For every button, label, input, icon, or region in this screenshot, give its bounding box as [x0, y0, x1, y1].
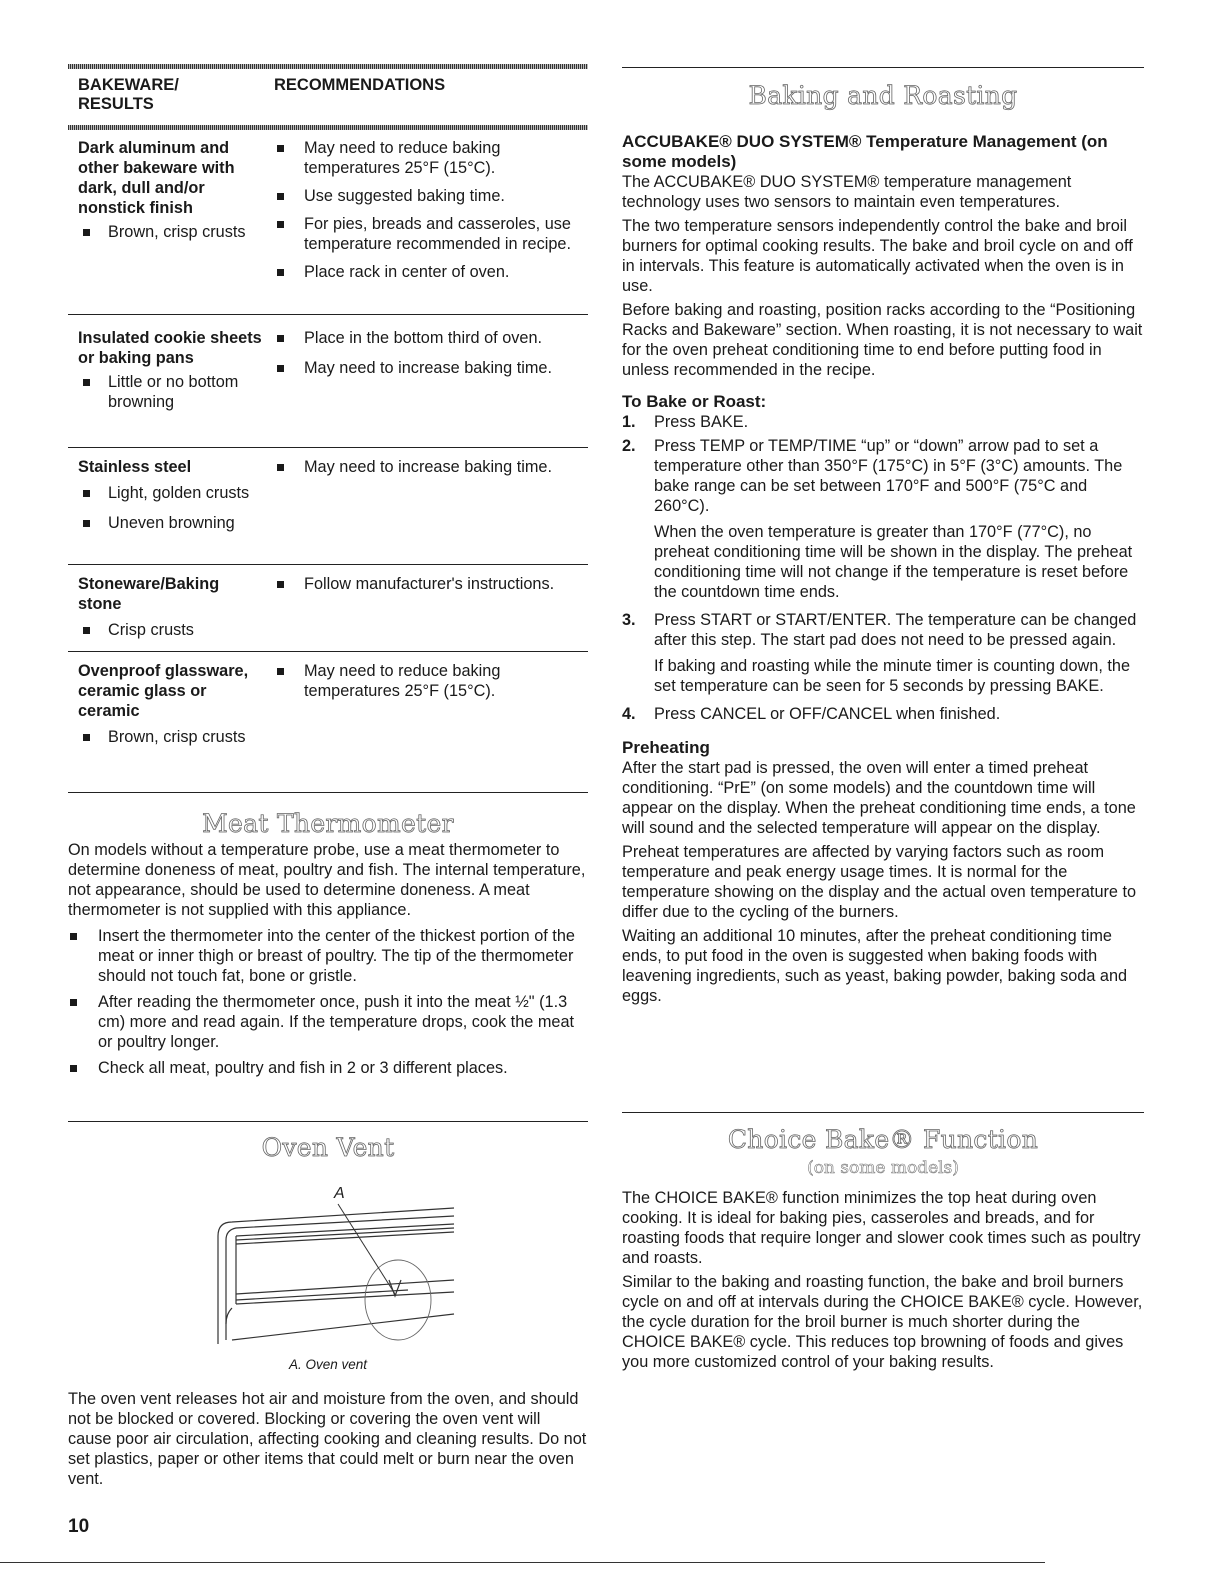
preheating-paragraph: Waiting an additional 10 minutes, after the preheat conditioning time ends, to put food in the oven is suggested when baking foods with leavening ingredients, such as yeast, baking powder, baking soda and eggs.: [622, 927, 1128, 1005]
choice-bake-subtitle: (on some models): [807, 1158, 959, 1178]
preheating-paragraph: After the start pad is pressed, the oven will enter a timed preheat conditioning. “PrE” (on some models) and the countdown time will appear on the display. When the preheat conditioning time ends, a tone will sound and the selected temperature will appear on the display.: [622, 759, 1136, 837]
steps-heading: To Bake or Roast:: [622, 392, 767, 411]
step-item: [622, 412, 1144, 432]
table-row: [68, 661, 588, 793]
recommendation-item: May need to increase baking time.: [264, 358, 588, 378]
table-top-rule: [68, 64, 588, 69]
meat-thermometer-section: [68, 810, 588, 1078]
recommendation-item: Follow manufacturer's instructions.: [264, 574, 588, 594]
step-number: 3.: [622, 611, 636, 629]
choice-bake-title: Choice Bake® Function: [727, 1125, 1039, 1154]
step-item: [622, 610, 1144, 696]
table-row: [68, 138, 588, 315]
step-subtext: When the oven temperature is greater than 170°F (77°C), no preheat conditioning time will be shown in the display. The preheat conditioning time will not change if the temperature is reset before the countdown time ends.: [654, 523, 1133, 601]
accubake-paragraph: The two temperature sensors independently control the bake and broil burners for optimal cooking results. The bake and broil cycle on and off in intervals. This feature is automatically activated when the oven is in use.: [622, 217, 1133, 295]
oven-vent-caption: A. Oven vent: [288, 1357, 368, 1372]
meat-intro: On models without a temperature probe, use a meat thermometer to determine doneness of meat, poultry and fish. The internal temperature, not appearance, should be used to determine doneness. A meat thermometer is not supplied with this appliance.: [68, 841, 586, 919]
result-item: Brown, crisp crusts: [78, 727, 263, 747]
accubake-heading: ACCUBAKE® DUO SYSTEM® Temperature Management (on some models): [622, 132, 1108, 171]
baking-section: [622, 82, 1144, 1010]
oven-vent-body: The oven vent releases hot air and moisture from the oven, and should not be blocked or covered. Blocking or covering the oven vent will cause poor air circulation, affecting cooking and cleaning results. Do not set plastics, paper or other items that could melt or burn near the oven vent.: [68, 1390, 587, 1488]
result-item: Brown, crisp crusts: [78, 222, 263, 242]
recommendation-item: Place rack in center of oven.: [264, 262, 588, 282]
step-text: Press CANCEL or OFF/CANCEL when finished.: [654, 705, 1001, 723]
step-item: [622, 436, 1144, 602]
result-item: Little or no bottom browning: [78, 372, 263, 412]
recommendation-item: For pies, breads and casseroles, use temperature recommended in recipe.: [264, 214, 588, 254]
section-rule: [68, 1121, 588, 1122]
result-item: Uneven browning: [78, 513, 263, 533]
oven-vent-title: Oven Vent: [261, 1133, 395, 1162]
result-item: Crisp crusts: [78, 620, 263, 640]
vent-label-a: A: [334, 1185, 345, 1202]
oven-vent-illustration: [208, 1184, 458, 1352]
oven-vent-section: [68, 1134, 588, 1162]
recommendation-item: May need to reduce baking temperatures 25°F (15°C).: [264, 661, 588, 701]
section-rule: [622, 1112, 1144, 1113]
preheating-paragraph: Preheat temperatures are affected by varying factors such as room temperature and peak energy usage times. It is normal for the temperature showing on the display and the actual oven temperature to differ due to the cycling of the burners.: [622, 843, 1137, 921]
bakeware-material: Stoneware/Baking stone: [78, 575, 220, 613]
recommendation-item: May need to reduce baking temperatures 25°F (15°C).: [264, 138, 588, 178]
meat-bullet: After reading the thermometer once, push it into the meat ½" (1.3 cm) more and read again. If the temperature drops, cook the meat or poultry longer.: [68, 992, 588, 1052]
meat-bullet: Insert the thermometer into the center of the thickest portion of the meat or inner thigh or breast of poultry. The tip of the thermometer should not touch fat, bone or gristle.: [68, 926, 588, 986]
table-row: [68, 457, 588, 565]
table-row: [68, 328, 588, 448]
recommendation-item: Use suggested baking time.: [264, 186, 588, 206]
step-text: Press START or START/ENTER. The temperature can be changed after this step. The start pad does not need to be pressed again.: [654, 611, 1137, 649]
accubake-paragraph: Before baking and roasting, position racks according to the “Positioning Racks and Bakeware” section. When roasting, it is not necessary to wait for the oven preheat conditioning time to end before putting food in unless recommended in the recipe.: [622, 301, 1143, 379]
step-text: Press BAKE.: [654, 413, 749, 431]
table-header-rule: [68, 125, 588, 130]
step-number: 1.: [622, 413, 636, 431]
bakeware-material: Ovenproof glassware, ceramic glass or ceramic: [78, 662, 249, 720]
step-subtext: If baking and roasting while the minute timer is counting down, the set temperature can be seen for 5 seconds by pressing BAKE.: [654, 657, 1131, 695]
bakeware-material: Stainless steel: [78, 458, 192, 476]
preheating-heading: Preheating: [622, 738, 710, 757]
choice-bake-paragraph: Similar to the baking and roasting function, the bake and broil burners cycle on and off at intervals during the CHOICE BAKE® cycle. However, the cycle duration for the broil burner is much shorter during the CHOICE BAKE® cycle. This reduces top browning of foods and gives you more customized control of your baking results.: [622, 1273, 1143, 1371]
meat-bullet: Check all meat, poultry and fish in 2 or 3 different places.: [68, 1058, 588, 1078]
bakeware-material: Dark aluminum and other bakeware with dark, dull and/or nonstick finish: [78, 139, 235, 217]
header-bakeware: BAKEWARE/ RESULTS: [78, 76, 179, 113]
step-number: 4.: [622, 705, 636, 723]
section-rule: [622, 67, 1144, 68]
step-text: Press TEMP or TEMP/TIME “up” or “down” arrow pad to set a temperature other than 350°F (175°C) in 5°F (3°C) amounts. The bake range can be set between 170°F and 500°F (75°C and 260°C).: [654, 437, 1123, 515]
recommendation-item: Place in the bottom third of oven.: [264, 328, 588, 348]
choice-bake-section: [622, 1126, 1144, 1376]
recommendation-item: May need to increase baking time.: [264, 457, 588, 477]
step-number: 2.: [622, 437, 636, 455]
result-item: Light, golden crusts: [78, 483, 263, 503]
oven-vent-diagram: [208, 1184, 458, 1352]
baking-title: Baking and Roasting: [748, 81, 1018, 110]
header-recommendations: RECOMMENDATIONS: [274, 76, 446, 94]
step-item: [622, 704, 1144, 724]
meat-thermometer-title: Meat Thermometer: [202, 809, 454, 838]
bottom-rule: [0, 1562, 1045, 1563]
accubake-paragraph: The ACCUBAKE® DUO SYSTEM® temperature management technology uses two sensors to maintain even temperatures.: [622, 173, 1072, 211]
choice-bake-paragraph: The CHOICE BAKE® function minimizes the top heat during oven cooking. It is ideal for baking pies, casseroles and breads, and for roasting foods that require longer and slower cook times such as poultry and roasts.: [622, 1189, 1141, 1267]
bakeware-material: Insulated cookie sheets or baking pans: [78, 329, 262, 367]
table-row: [68, 574, 588, 652]
page-number: 10: [68, 1516, 90, 1537]
